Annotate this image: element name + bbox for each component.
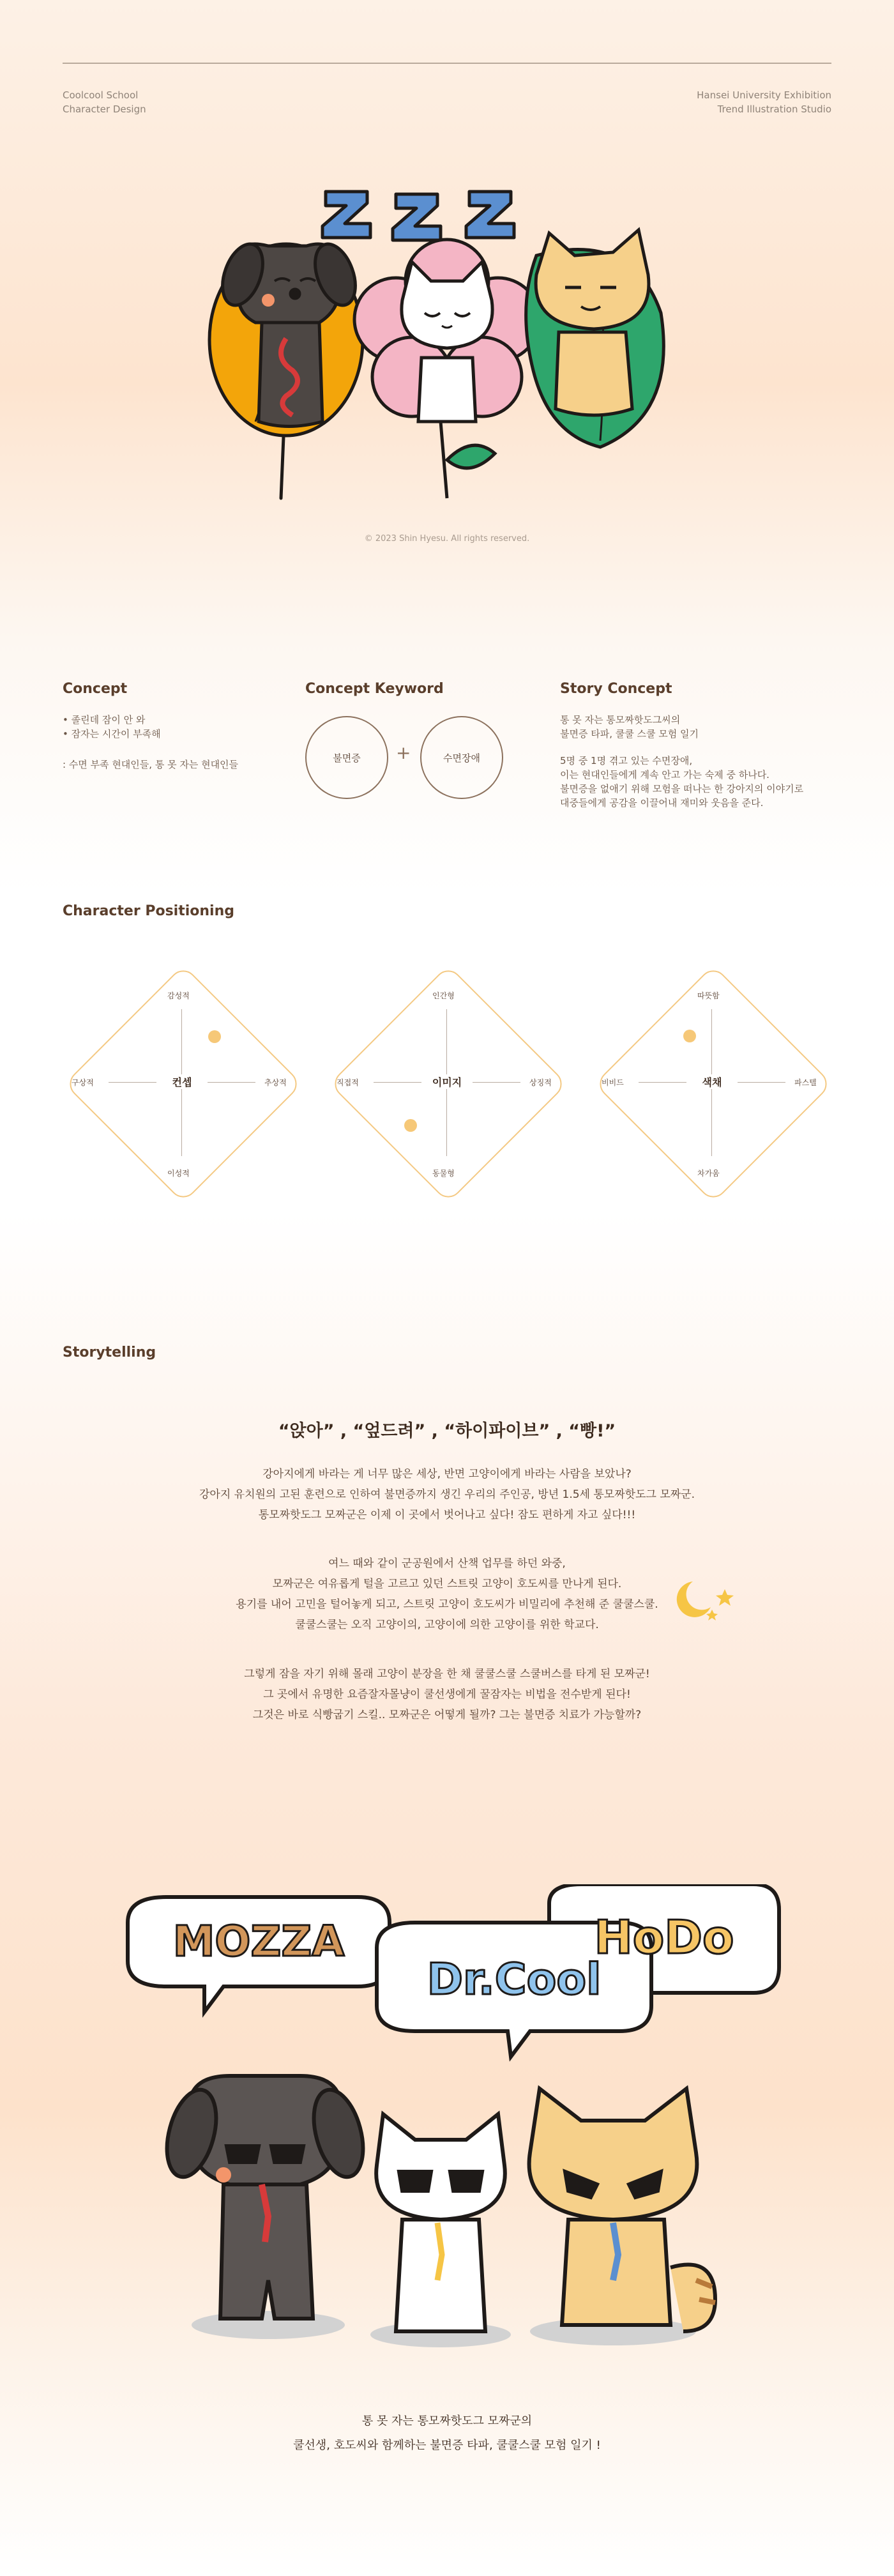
header-right [697,88,831,116]
label-top: 감성적 [167,991,190,1000]
story-concept-line: 대중들에게 공감을 이끌어내 재미와 웃음을 준다. [560,797,764,809]
label-right: 파스텔 [794,1078,817,1087]
positioning-chart-concept [64,964,300,1201]
story-line: 그것은 바로 식빵굽기 스킬.. 모짜군은 어떻게 될까? 그는 불면증 치료가 가능할까? [252,1709,642,1721]
story-line: 그렇게 잠을 자기 위해 몰래 고양이 분장을 한 채 쿨쿨스쿨 스쿨버스를 타게 된 모짜군! [244,1668,650,1680]
hero-illustration [192,179,702,511]
chart-center-label: 컨셉 [156,1074,208,1089]
story-concept-line: 불면증을 없애기 위해 모험을 떠나는 한 강아지의 이야기로 [560,783,804,795]
positioning-chart-image [329,964,565,1201]
plus-icon: + [396,742,411,763]
drcool-cat-character [376,2114,505,2331]
keyword-circle-2: 수면장애 [420,716,503,799]
label-left: 구상적 [72,1078,94,1087]
story-line: 통모짜핫도그 모짜군은 이제 이 곳에서 벗어나고 싶다! 잠도 편하게 자고 싶다!!! [258,1509,636,1521]
copyright-text: © 2023 Shin Hyesu. All rights reserved. [364,534,530,544]
label-top: 따뜻함 [697,991,720,1000]
story-paragraph-1 [0,1464,894,1525]
keyword-circle-1: 불면증 [305,716,388,799]
concept-bullet-2: • 잠자는 시간이 부족해 [63,728,161,740]
label-right: 추상적 [264,1078,287,1087]
exhibition-name: Hansei University Exhibition [697,89,831,101]
mozza-logo-text: MOZZA [172,1917,345,1966]
story-line: 강아지에게 바라는 게 너무 많은 세상, 반면 고양이에게 바라는 사람을 보았나? [262,1468,632,1481]
concept-bullets [63,713,161,741]
drcool-logo-text: Dr.Cool [427,1955,602,2005]
concept-title: Concept [63,681,128,697]
story-line: 용기를 내어 고민을 털어놓게 되고, 스트릿 고양이 호도씨가 비밀리에 추천해 준 쿨쿨스쿨. [236,1598,658,1611]
story-concept-line: 5명 중 1명 겪고 있는 수면장애, [560,755,693,766]
story-line: 여느 때와 같이 군공원에서 산책 업무를 하던 와중, [328,1557,566,1570]
label-right: 상징적 [529,1078,552,1087]
character-lineup-illustration [109,1884,785,2357]
story-paragraph-3 [0,1664,894,1725]
label-bottom: 동물형 [432,1169,455,1178]
project-type: Character Design [63,103,146,115]
hodo-cat-character [529,2089,715,2331]
studio-name: Trend Illustration Studio [717,103,831,115]
concept-bullet-1: • 졸린데 잠이 안 와 [63,714,146,726]
mozza-dog-character [158,2076,372,2319]
position-dot [404,1119,417,1132]
top-divider [63,63,831,64]
label-bottom: 차가움 [697,1169,720,1178]
chart-center-label: 이미지 [421,1074,473,1089]
story-line: 모짜군은 여유롭게 털을 고르고 있던 스트릿 고양이 호도씨를 만나게 된다. [272,1578,622,1590]
story-concept-title: Story Concept [560,681,672,697]
school-name: Coolcool School [63,89,139,101]
story-paragraph-2 [0,1553,894,1635]
chart-center-label: 색채 [686,1074,738,1089]
storytelling-title: Storytelling [63,1345,156,1360]
closing-line-1: 통 못 자는 통모짜핫도그 모짜군의 [361,2414,533,2428]
label-bottom: 이성적 [167,1169,190,1178]
label-left: 직접적 [337,1078,359,1087]
positioning-chart-color [594,964,830,1201]
label-left: 비비드 [602,1078,624,1087]
story-line: 강아지 유치원의 고된 훈련으로 인하여 불면증까지 생긴 우리의 주인공, 방년 1.5세 통모짜핫도그 모짜군. [199,1488,695,1501]
concept-summary: : 수면 부족 현대인들, 통 못 자는 현대인들 [63,759,239,770]
story-concept-line: 불면증 타파, 쿨쿨 스쿨 모험 일기 [560,728,699,740]
story-line: 그 곳에서 유명한 요즘잘자몰냥이 쿨선생에게 꿀잠자는 비법을 전수받게 된다! [263,1688,631,1701]
storytelling-quote: “앉아” , “엎드려” , “하이파이브” , “빵!” [278,1421,616,1441]
keyword-title: Concept Keyword [305,681,444,697]
position-dot [208,1030,221,1043]
label-top: 인간형 [432,991,455,1000]
moon-stars-icon [674,1576,744,1627]
positioning-title: Character Positioning [63,903,234,919]
header-left [63,88,146,116]
position-dot [683,1030,696,1042]
closing-text [0,2409,894,2458]
story-concept-text [560,713,803,810]
shadow-shape [192,2311,345,2339]
closing-line-2: 쿨선생, 호도씨와 함께하는 불면증 타파, 쿨쿨스쿨 모험 일기 ! [293,2439,601,2452]
zzz-icon [322,192,514,240]
hodo-logo-text: HoDo [594,1910,734,1964]
story-concept-line: 통 못 자는 통모짜핫도그씨의 [560,714,681,726]
story-concept-line: 이는 현대인들에게 계속 안고 가는 숙제 중 하나다. [560,769,769,781]
story-line: 쿨쿨스쿨는 오직 고양이의, 고양이에 의한 고양이를 위한 학교다. [295,1619,599,1631]
